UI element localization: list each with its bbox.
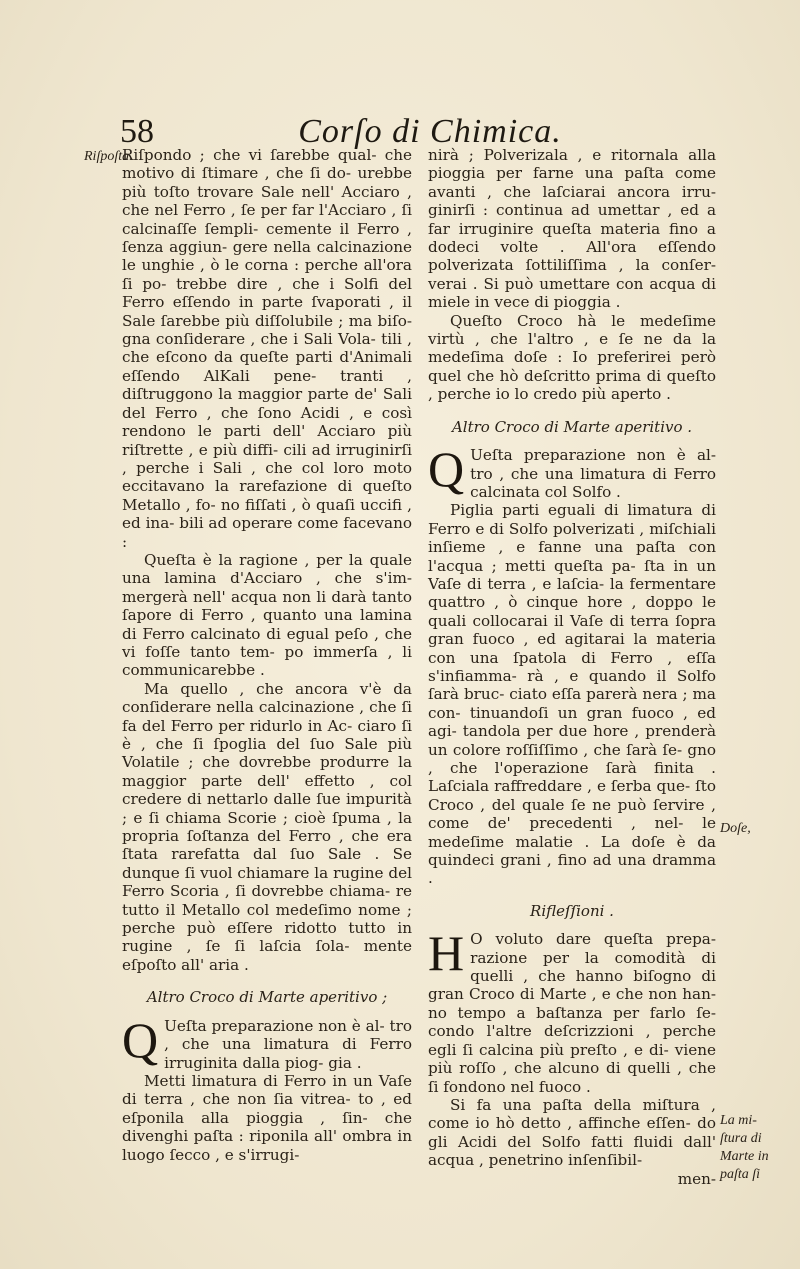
- margin-note-stura-di: ſtura di: [720, 1131, 762, 1146]
- section-heading: Altro Croco di Marte aperitivo .: [451, 417, 693, 436]
- paragraph: Ma quello , che ancora v'è da conſiderare nella calcinazione , che ſi fa del Ferro per ridurlo in Ac- ciaro ſi è , che ſi ſpoglia del ſuo Sale più Volatile ; che dovrebbe produrre la maggior parte dell' effetto , col credere di nettarlo dalle ſue impurità ; e ſi chiama Scorie ; cioè ſpuma , la propria ſoſtanza del Ferro , che era ſtata rarefatta dal ſuo Sale . Se dunque ſi vuol chiamare la rugine del Ferro Scoria , ſi dovrebbe chiama- re tutto il Metallo col medeſimo nome ; perche può eſſere ridotto tutto in rugine , ſe ſi laſcia ſola- mente eſpoſto all' aria .: [122, 679, 412, 974]
- paragraph-text: O voluto dare queſta prepa- razione per la comodità di quelli , che hanno biſogno di gran Croco di Marte , e che non han- no tempo a baſtanza per farlo ſe- condo l'altre deſcrizzioni , perche egli ſi calcina più preſto , e di- viene più roſſo , che alcuno di quelli , che ſi fondono nel fuoco .: [428, 930, 716, 1096]
- paragraph: nirà ; Polverizala , e ritornala alla pioggia per farne una paſta come avanti , che laſciarai ancora irru- ginirſi : continua ad umettar , ed a far irruginire queſta materia fino a dodeci volte . All'ora eſſendo polverizata ſottiliſſima , la conſer- verai . Si può umettare con acqua di miele in vece di pioggia .: [428, 146, 716, 312]
- paragraph: [428, 925, 716, 1096]
- margin-note-la-mistura: La mi-: [720, 1113, 757, 1128]
- page-number: 58: [120, 113, 154, 150]
- paragraph: Riſpondo ; che vi ſarebbe qual- che motivo di ſtimare , che ſi do- urebbe più toſto trovare Sale nell' Acciaro , che nel Ferro , ſe per far l'Acciaro , ſi calcinaſſe ſempli- cemente il Ferro , ſenza aggiun- gere nella calcinazione le unghie , ò le corna : perche all'ora ſi po- trebbe dire , che i Solfi del Ferro eſſendo in parte ſvaporati , il Sale ſarebbe più diſſolubile ; ma biſo- gna conſiderare , che i Sali Vola- tili , che eſcono da queſte parti d'Animali eſſendo AlKali pene- tranti , diſtruggono la maggior parte de' Sali del Ferro , che ſono Acidi , e così rendono le parti dell' Acciaro più riſtrette , e più diffi- cili ad irruginirſi , perche i Sali , che col loro moto eccitavano la rarefazione di queſto Metallo , fo- no fiſſati , ò quaſi uccifi , ed ina- bili ad operare come facevano :: [122, 146, 412, 551]
- section-heading: Altro Croco di Marte aperitivo ;: [146, 988, 388, 1007]
- right-column: [428, 146, 716, 1188]
- paragraph: [122, 1011, 412, 1072]
- paragraph: [428, 441, 716, 501]
- margin-note-dose: Doſe,: [720, 821, 751, 836]
- drop-cap: Q: [122, 1011, 159, 1068]
- margin-note-marte-in: Marte in: [720, 1149, 769, 1164]
- margin-note-pasta-si: paſta ſi: [720, 1167, 761, 1182]
- drop-cap: H: [428, 925, 465, 982]
- paragraph: Si fa una paſta della miſtura , come io hò detto , affinche eſſen- do gli Acidi del Solfo fatti fluidi dall' acqua , penetrino inſenſibil-: [428, 1095, 716, 1170]
- paragraph-text: Ueſta preparazione non è al- tro , che una limatura di Ferro calcinata col Solfo .: [470, 446, 716, 501]
- paragraph: Piglia parti eguali di limatura di Ferro e di Solfo polverizati , miſchiali inſieme , e fanne una paſta con l'acqua ; metti queſta pa- ſta in un Vaſe di terra , e laſcia- la fermentare quattro , ò cinque hore , doppo le quali collocarai il Vaſe di terra ſopra gran fuoco , ed agitarai la materia con una ſpatola di Ferro , eſſa s'infiamma- rà , e quando il Solfo ſarà bruc- ciato eſſa parerà nera ; ma con- tinuandoſi un gran fuoco , ed agi- tandola per due hore , prenderà un colore roſſiſſimo , che ſarà ſe- gno , che l'operazione ſarà finita . Laſciala raffreddare , e ſerba que- ſto Croco , del quale ſe ne può ſervire , come de' precedenti , nel- le medeſime malatie . La doſe è da quindeci grani , fino ad una dramma .: [428, 501, 716, 888]
- paragraph: Metti limatura di Ferro in un Vaſe di terra , che non ſia vitrea- to , ed eſponila alla pioggia , ſin- che divenghi paſta : riponila all' ombra in luogo ſecco , e s'irrugi-: [122, 1071, 412, 1164]
- drop-cap: Q: [428, 441, 465, 498]
- running-title: Corſo di Chimica.: [298, 113, 562, 150]
- catchword: men-: [677, 1169, 716, 1188]
- paragraph-text: Ueſta preparazione non è al- tro , che una limatura di Ferro irruginita dalla piog- gia .: [164, 1016, 412, 1072]
- margin-note-risposta: Riſpoſta.: [84, 149, 133, 164]
- paragraph: Queſta è la ragione , per la quale una lamina d'Acciaro , che s'im- mergerà nell' acqua non li darà tanto ſapore di Ferro , quanto una lamina di Ferro calcinato di egual peſo , che vi foſſe tanto tem- po immerſa , li communicarebbe .: [122, 550, 412, 680]
- section-heading: Rifleſſioni .: [530, 901, 614, 920]
- paragraph: Queſto Croco hà le medeſime virtù , che l'altro , e ſe ne da la medeſima doſe : Io preferirei però quel che hò deſcritto prima di queſto , perche io lo credo più aperto .: [428, 311, 716, 404]
- left-column: [122, 146, 412, 1164]
